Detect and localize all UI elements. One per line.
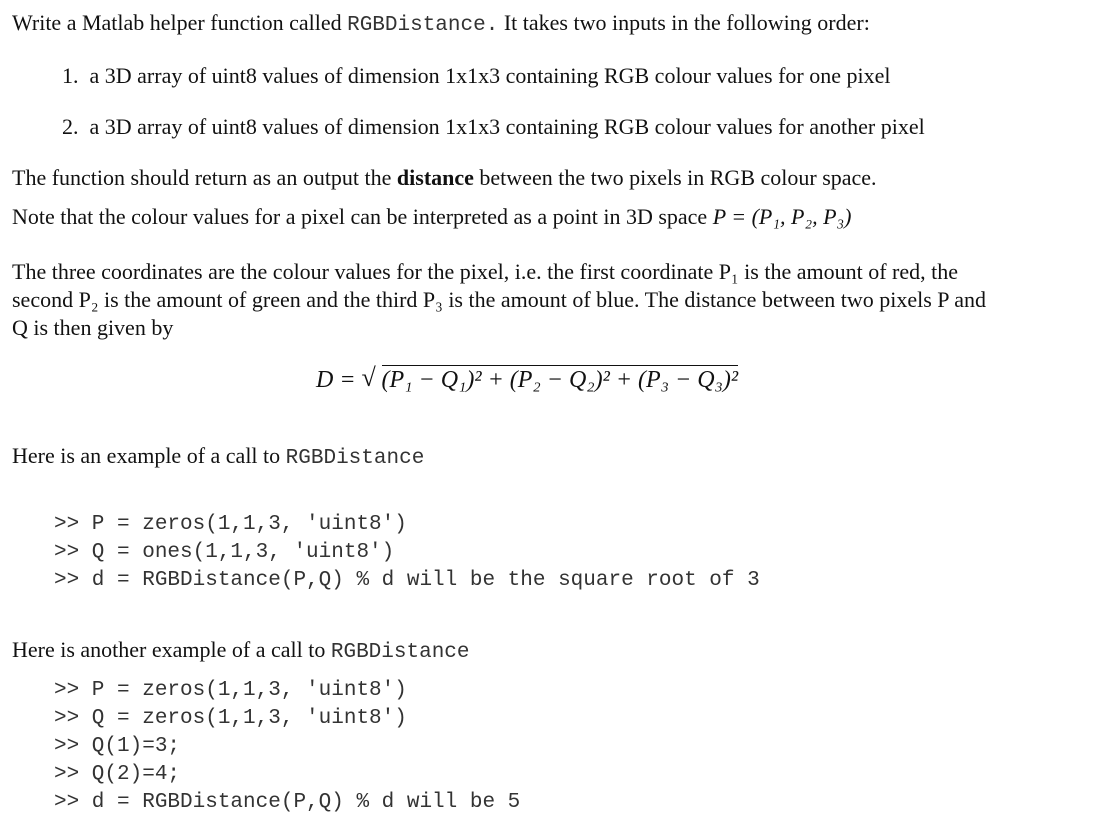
example-1-code-line-1: >> P = zeros(1,1,3, 'uint8'): [54, 513, 407, 536]
example-2-heading-function: RGBDistance: [330, 641, 470, 664]
intro-function-name: RGBDistance.: [347, 14, 499, 37]
example-2-code-line-5: >> d = RGBDistance(P,Q) % d will be 5: [54, 791, 521, 814]
input-item-text: a 3D array of uint8 values of dimension 1x1x3 containing RGB colour values for another pixel: [89, 114, 925, 139]
formula-sqrt: [362, 364, 739, 396]
example-2-code-line-2: >> Q = zeros(1,1,3, 'uint8'): [54, 707, 407, 730]
example-2-code-line-1: >> P = zeros(1,1,3, 'uint8'): [54, 679, 407, 702]
return-suffix: between the two pixels in RGB colour space.: [473, 165, 877, 190]
example-2-code-line-4: >> Q(2)=4;: [54, 763, 181, 786]
coords-paragraph-line-2: second P₂ is the amount of green and the third P₃ is the amount of blue. The distance between two pixels P and: [12, 287, 986, 312]
distance-formula: [316, 364, 738, 396]
input-item-number: 1.: [62, 63, 79, 88]
intro-suffix: It takes two inputs in the following order:: [498, 10, 870, 35]
example-1-heading: [12, 443, 424, 472]
input-item-text: a 3D array of uint8 values of dimension 1x1x3 containing RGB colour values for one pixel: [89, 63, 891, 88]
example-1-code-line-2: >> Q = ones(1,1,3, 'uint8'): [54, 541, 395, 564]
intro-line: [12, 10, 870, 39]
formula-lhs: D =: [316, 367, 362, 393]
return-bold-term: distance: [396, 165, 474, 190]
example-2-heading: [12, 637, 470, 666]
sqrt-symbol: √: [361, 363, 376, 392]
coords-paragraph-line-3: Q is then given by: [12, 315, 174, 340]
input-item-number: 2.: [62, 114, 79, 139]
note-math: P = (P₁, P₂, P₃): [712, 204, 852, 229]
example-2-code-line-3: >> Q(1)=3;: [54, 735, 181, 758]
return-prefix: The function should return as an output the: [12, 165, 397, 190]
return-description: [12, 165, 877, 191]
coords-paragraph-line-1: The three coordinates are the colour values for the pixel, i.e. the first coordinate P₁ is the amount of red, the: [12, 259, 959, 284]
note-text: Note that the colour values for a pixel can be interpreted as a point in 3D space: [12, 204, 713, 229]
intro-prefix: Write a Matlab helper function called: [12, 10, 348, 35]
example-1-heading-function: RGBDistance: [285, 447, 425, 470]
example-2-heading-text: Here is another example of a call to: [12, 637, 331, 662]
note-line: [12, 204, 852, 230]
example-1-heading-text: Here is an example of a call to: [12, 443, 286, 468]
example-1-code-line-3: >> d = RGBDistance(P,Q) % d will be the square root of 3: [54, 569, 760, 592]
input-item-2: [62, 114, 925, 140]
formula-radicand: (P₁ − Q₁)² + (P₂ − Q₂)² + (P₃ − Q₃)²: [381, 367, 739, 393]
input-item-1: [62, 63, 891, 89]
